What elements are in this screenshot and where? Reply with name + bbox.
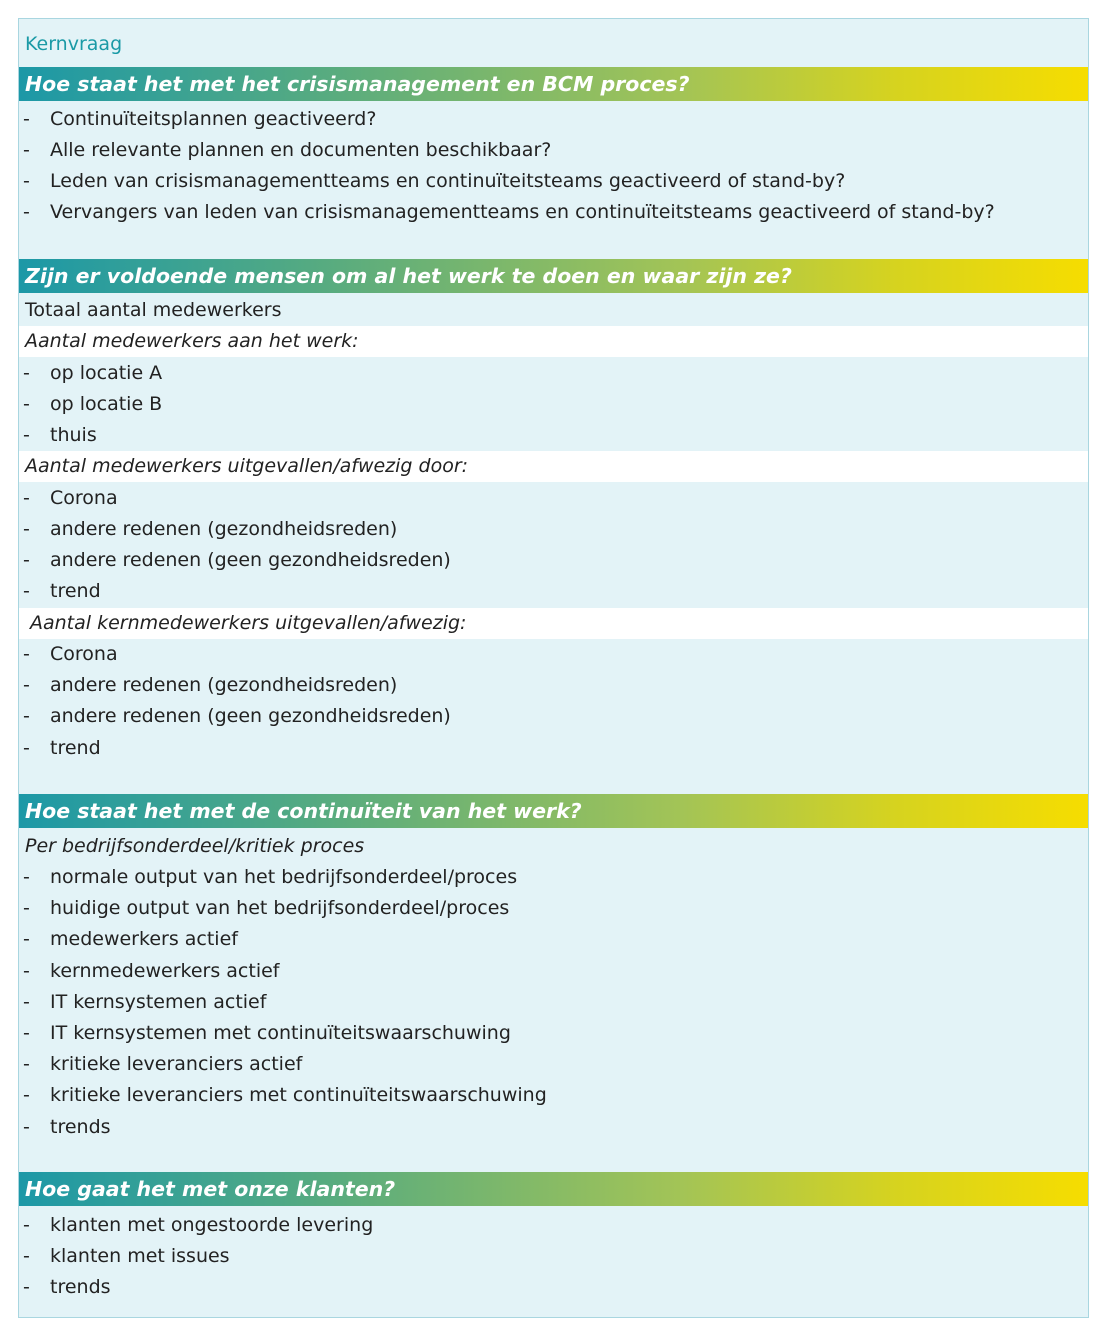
list-item: - trend <box>23 737 101 759</box>
list-item: - op locatie A <box>23 362 163 384</box>
kernvraag-panel <box>18 18 1089 1318</box>
list-item: - trends <box>23 1116 111 1138</box>
list-item: - andere redenen (geen gezondheidsreden) <box>23 549 451 571</box>
subheader-kernmedewerkers: Aantal kernmedewerkers uitgevallen/afwezig: <box>19 608 1088 639</box>
list-item: - kritieke leveranciers met continuïteitswaarschuwing <box>23 1084 547 1106</box>
list-item: - op locatie B <box>23 393 163 415</box>
list-item: - klanten met issues <box>23 1245 230 1267</box>
kernvraag-label: Kernvraag <box>25 33 123 55</box>
list-item: - andere redenen (geen gezondheidsreden) <box>23 705 451 727</box>
section-header-klanten: Hoe gaat het met onze klanten? <box>19 1172 1088 1206</box>
list-item: - IT kernsystemen actief <box>23 991 267 1013</box>
list-item: - thuis <box>23 424 97 446</box>
subheader-uitgevallen: Aantal medewerkers uitgevallen/afwezig door: <box>19 451 1088 482</box>
list-item: - Alle relevante plannen en documenten beschikbaar? <box>23 139 552 161</box>
section-header-crisismanagement: Hoe staat het met het crisismanagement en BCM proces? <box>19 67 1088 101</box>
section-header-continuiteit: Hoe staat het met de continuïteit van het werk? <box>19 794 1088 828</box>
list-item: - Continuïteitsplannen geactiveerd? <box>23 108 377 130</box>
list-item: - Corona <box>23 487 118 509</box>
list-item: - Corona <box>23 643 118 665</box>
list-item: - IT kernsystemen met continuïteitswaarschuwing <box>23 1022 511 1044</box>
list-item: - andere redenen (gezondheidsreden) <box>23 518 398 540</box>
subheader-aan-het-werk: Aantal medewerkers aan het werk: <box>19 326 1088 357</box>
list-item: - Vervangers van leden van crisismanagementteams en continuïteitsteams geactiveerd of stand-by? <box>23 201 995 223</box>
section-header-mensen: Zijn er voldoende mensen om al het werk te doen en waar zijn ze? <box>19 259 1088 293</box>
list-item: - klanten met ongestoorde levering <box>23 1214 374 1236</box>
list-item: - huidige output van het bedrijfsonderdeel/proces <box>23 897 510 919</box>
list-item: - medewerkers actief <box>23 928 238 950</box>
section-intro: Per bedrijfsonderdeel/kritiek proces <box>25 835 365 857</box>
list-item: - andere redenen (gezondheidsreden) <box>23 674 398 696</box>
list-item: - kernmedewerkers actief <box>23 960 280 982</box>
list-item: - Leden van crisismanagementteams en continuïteitsteams geactiveerd of stand-by? <box>23 170 846 192</box>
list-item: - kritieke leveranciers actief <box>23 1053 303 1075</box>
total-employees-label: Totaal aantal medewerkers <box>25 299 282 321</box>
list-item: - normale output van het bedrijfsonderdeel/proces <box>23 866 518 888</box>
list-item: - trends <box>23 1276 111 1298</box>
list-item: - trend <box>23 580 101 602</box>
